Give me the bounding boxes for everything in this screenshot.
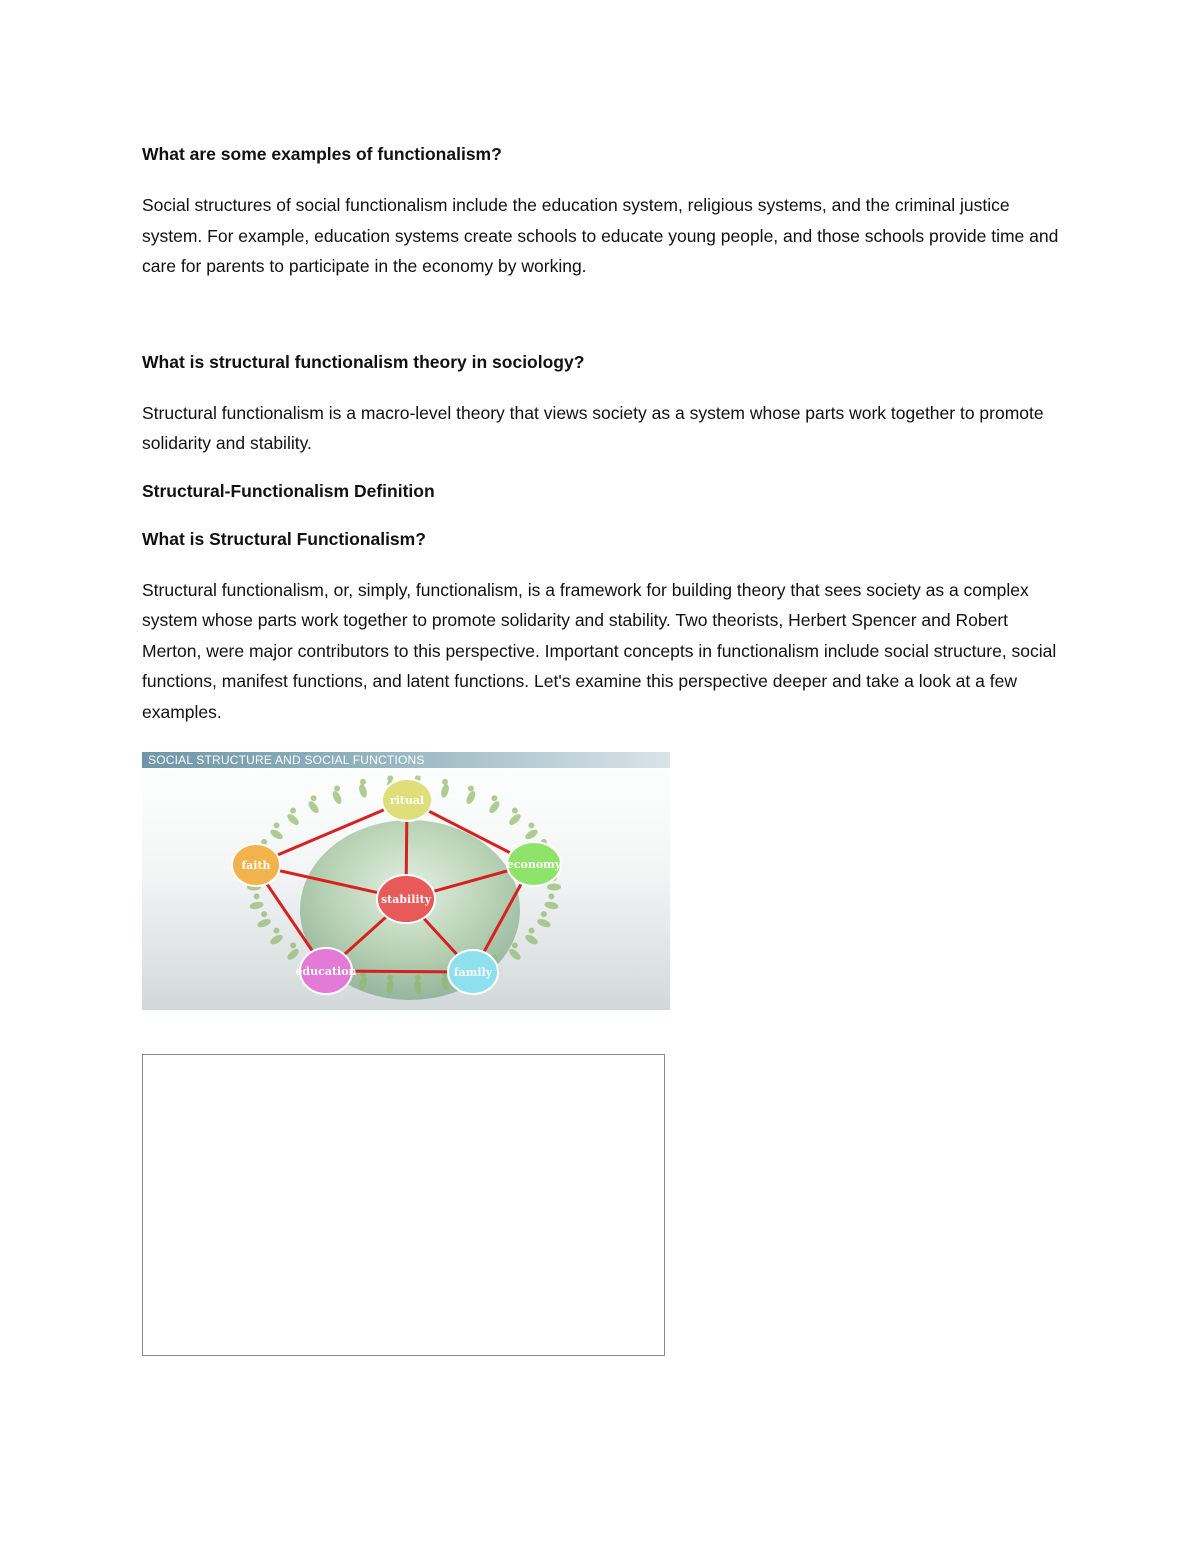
person-silhouette-body: [524, 933, 540, 946]
person-silhouette-head: [548, 893, 554, 899]
person-silhouette-body: [507, 947, 522, 962]
person-silhouette-head: [261, 911, 267, 917]
paragraph-structural-functionalism-theory: Structural functionalism is a macro-level theory that views society as a system whose parts work together to promote solidarity and stability.: [142, 402, 1044, 453]
person-silhouette-body: [547, 884, 561, 891]
person-silhouette-body: [358, 783, 369, 798]
person-silhouette-body: [286, 812, 301, 827]
node-stability-label: stability: [380, 893, 432, 906]
node-economy-label: economy: [506, 858, 562, 871]
social-structure-figure: [142, 752, 670, 1010]
person-silhouette-body: [507, 812, 522, 827]
node-ritual: [382, 779, 432, 821]
person-silhouette-body: [307, 800, 321, 815]
person-silhouette-body: [269, 933, 285, 946]
person-silhouette-head: [512, 942, 518, 948]
node-economy: [507, 842, 562, 886]
person-silhouette-body: [440, 783, 451, 798]
person-silhouette-head: [311, 795, 317, 801]
network-diagram: [142, 752, 670, 1010]
person-silhouette-body: [256, 917, 272, 929]
person-silhouette-head: [334, 786, 340, 792]
node-stability: [377, 875, 435, 923]
paragraph-what-is-structural-functionalism: Structural functionalism, or, simply, functionalism, is a framework for building theory that sees society as a complex system whose parts work together to promote solidarity and stability. Two theorists, Herbert Spencer and Robert Merton, were major contributors to this perspective. Important concepts in functionalism include social structure, social functions, manifest functions, and latent functions. Let's examine this perspective deeper and take a look at a few examples.: [142, 579, 1057, 722]
person-silhouette-body: [487, 800, 501, 815]
heading-what-is-structural-functionalism: What is Structural Functionalism?: [142, 528, 426, 549]
person-silhouette-body: [536, 917, 552, 929]
person-silhouette-body: [544, 901, 559, 910]
figure-title: SOCIAL STRUCTURE AND SOCIAL FUNCTIONS: [148, 753, 425, 767]
empty-frame: [142, 1054, 665, 1356]
person-silhouette-head: [491, 795, 497, 801]
person-silhouette-head: [290, 942, 296, 948]
person-silhouette-body: [331, 790, 344, 806]
node-education-label: education: [295, 965, 357, 978]
person-silhouette-head: [290, 808, 296, 814]
node-ritual-label: ritual: [389, 794, 425, 807]
person-silhouette-head: [529, 928, 535, 934]
node-faith-label: faith: [241, 859, 271, 872]
node-family-label: family: [453, 966, 493, 979]
person-silhouette-body: [286, 947, 301, 962]
heading-examples-of-functionalism: What are some examples of functionalism?: [142, 144, 502, 164]
person-silhouette-head: [468, 786, 474, 792]
node-family: [448, 950, 498, 994]
paragraph-examples-of-functionalism: Social structures of social functionalism include the education system, religious systems, and the criminal justice system. For example, education systems create schools to educate young people, and those schools provide time and care for parents to participate in the economy by working.: [142, 195, 1059, 276]
person-silhouette-head: [512, 808, 518, 814]
person-silhouette-head: [274, 928, 280, 934]
person-silhouette-body: [249, 901, 264, 910]
person-silhouette-head: [541, 911, 547, 917]
node-faith: [232, 844, 280, 886]
heading-structural-functionalism-theory: What is structural functionalism theory in sociology?: [142, 351, 585, 372]
person-silhouette-head: [442, 779, 448, 785]
person-silhouette-body: [524, 828, 540, 841]
heading-definition: Structural-Functionalism Definition: [142, 480, 435, 501]
person-silhouette-body: [465, 790, 478, 806]
document-body: [142, 142, 1072, 747]
person-silhouette-head: [274, 822, 280, 828]
person-silhouette-head: [529, 822, 535, 828]
person-silhouette-head: [254, 893, 260, 899]
person-silhouette-head: [360, 779, 366, 785]
spacer: [142, 302, 1072, 350]
person-silhouette-body: [269, 828, 285, 841]
